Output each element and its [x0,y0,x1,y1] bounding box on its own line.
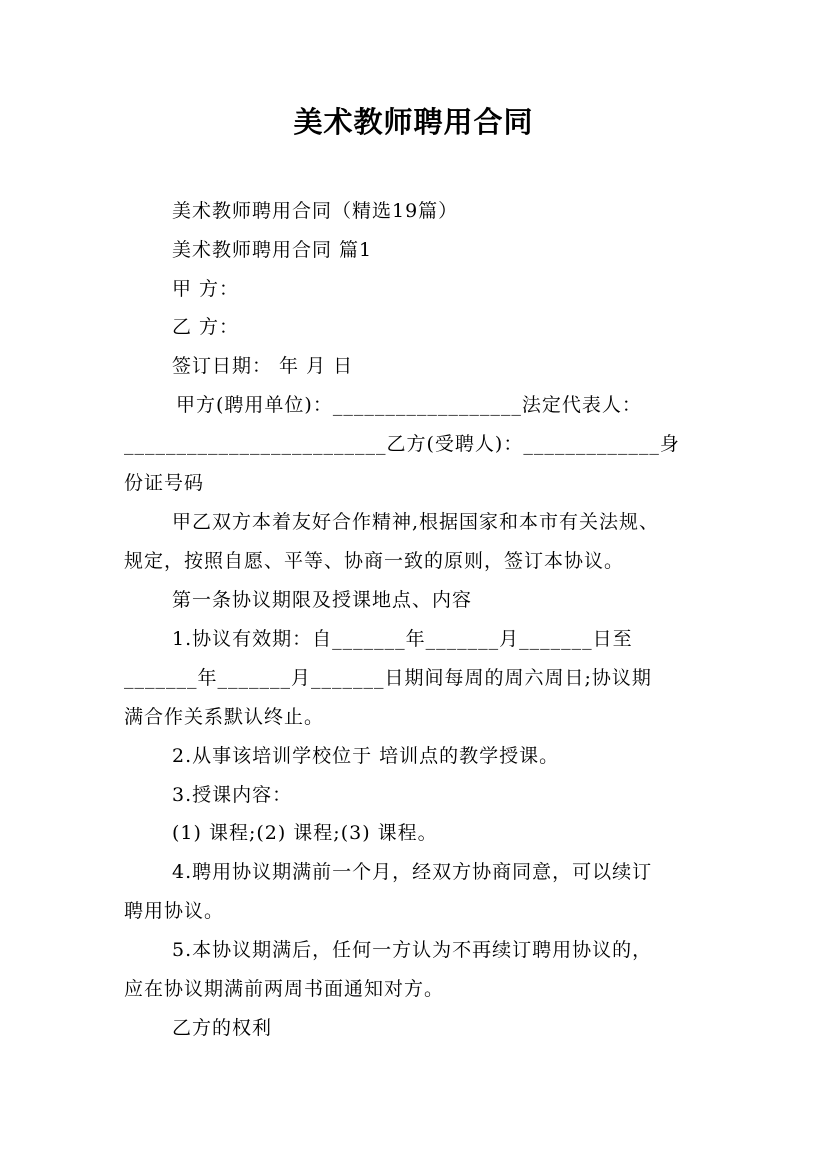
paragraph-line: _______年_______月_______日期间每周的周六周日;协议期 [124,667,652,689]
article-heading: 第一条协议期限及授课地点、内容 [172,589,473,611]
paragraph-line: 2.从事该培训学校位于 培训点的教学授课。 [172,745,560,767]
party-a-line: 甲 方： [172,278,240,300]
paragraph-line: (1) 课程;(2) 课程;(3) 课程。 [172,822,438,844]
paragraph-line: 4.聘用协议期满前一个月，经双方协商同意，可以续订 [172,861,653,883]
sign-date-line: 签订日期： 年 月 日 [172,355,354,377]
paragraph-line: 1.协议有效期：自_______年_______月_______日至 [172,628,633,650]
paragraph-line: 满合作关系默认终止。 [124,706,325,728]
paragraph-line: 5.本协议期满后，任何一方认为不再续订聘用协议的， [172,939,653,961]
paragraph-line: 份证号码 [124,472,205,494]
paragraph-line: 甲方(聘用单位)：__________________法定代表人： [176,394,642,416]
paragraph-line: _________________________乙方(受聘人)：_____________身 [124,433,680,455]
paragraph-line: 3.授课内容： [172,784,293,806]
paragraph-line: 应在协议期满前两周书面通知对方。 [124,978,445,1000]
subtitle-line: 美术教师聘用合同（精选19篇） [172,200,459,222]
paragraph-line: 规定，按照自愿、平等、协商一致的原则，签订本协议。 [124,550,625,572]
party-b-line: 乙 方： [172,316,240,338]
paragraph-line: 甲乙双方本着友好合作精神,根据国家和本市有关法规、 [172,511,660,533]
section-heading: 美术教师聘用合同 篇1 [172,239,373,261]
document-title: 美术教师聘用合同 [293,105,534,139]
paragraph-line: 聘用协议。 [124,900,225,922]
section-heading: 乙方的权利 [172,1017,273,1039]
